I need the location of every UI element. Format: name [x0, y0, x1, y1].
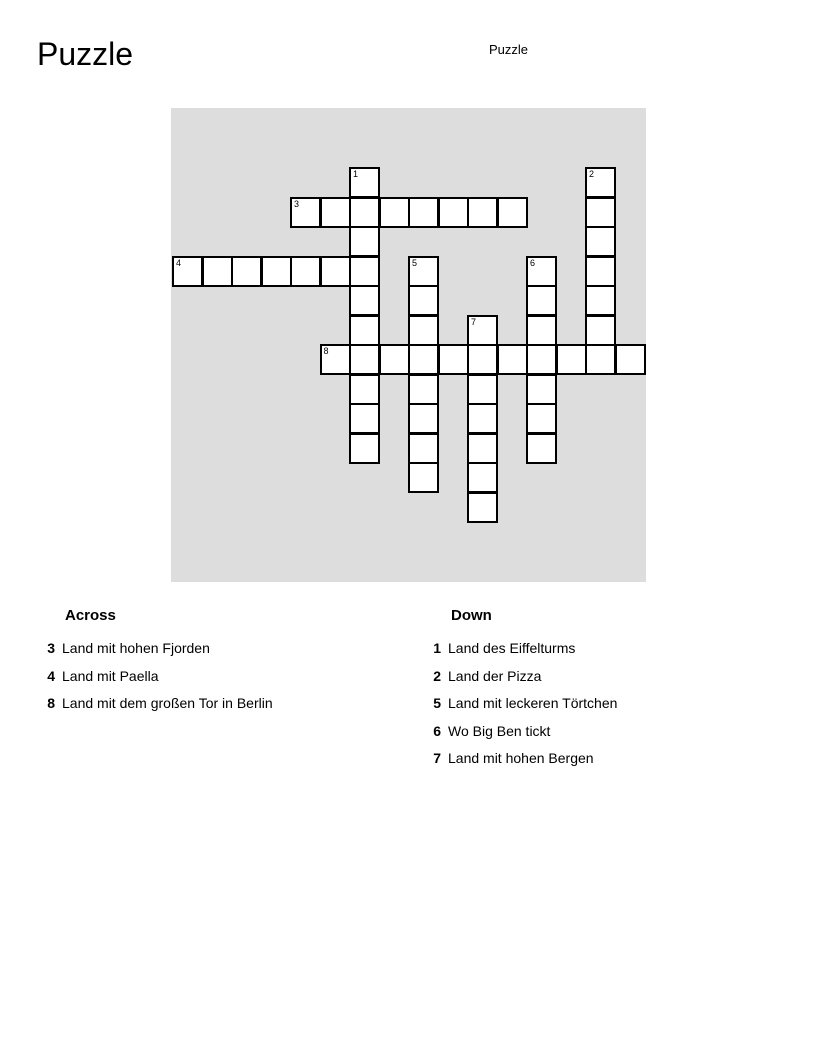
- cell-number: 1: [353, 169, 359, 179]
- grid-cell[interactable]: [438, 197, 469, 228]
- grid-cell[interactable]: [585, 285, 616, 316]
- grid-cell[interactable]: [526, 374, 557, 405]
- grid-cell[interactable]: [349, 403, 380, 434]
- grid-cell[interactable]: [379, 344, 410, 375]
- grid-cell[interactable]: [467, 492, 498, 523]
- clue-item: [37, 694, 397, 713]
- clue-item: [37, 667, 397, 686]
- grid-cell[interactable]: [408, 433, 439, 464]
- grid-cell[interactable]: [349, 433, 380, 464]
- grid-cell[interactable]: [526, 285, 557, 316]
- grid-cell[interactable]: [202, 256, 233, 287]
- grid-cell[interactable]: [290, 197, 321, 228]
- grid-cell[interactable]: [349, 315, 380, 346]
- grid-cell[interactable]: [497, 197, 528, 228]
- grid-cell[interactable]: [349, 226, 380, 257]
- down-list: [423, 639, 783, 768]
- grid-cell[interactable]: [231, 256, 262, 287]
- clue-number: 2: [433, 667, 441, 684]
- cell-number: 5: [412, 257, 418, 268]
- grid-cell[interactable]: [408, 197, 439, 228]
- clue-item: [37, 639, 397, 658]
- clue-text: Land des Eiffelturms: [448, 640, 576, 656]
- clue-number: 1: [433, 640, 441, 656]
- clue-item: [423, 639, 783, 658]
- grid-cell[interactable]: [467, 374, 498, 405]
- grid-cell[interactable]: [261, 256, 292, 287]
- grid-cell[interactable]: [320, 344, 351, 375]
- grid-cell[interactable]: [526, 433, 557, 464]
- page-title: Puzzle: [37, 36, 134, 72]
- across-list: [37, 639, 397, 713]
- cell-number: 8: [323, 346, 329, 356]
- clue-item: [423, 749, 783, 768]
- clue-number: 8: [47, 695, 55, 711]
- clue-text: Land mit hohen Bergen: [448, 750, 594, 766]
- grid-cell[interactable]: [585, 315, 616, 346]
- grid-cell[interactable]: [349, 256, 380, 287]
- grid-cell[interactable]: [526, 256, 557, 287]
- down-clues: [423, 605, 783, 777]
- clue-item: [423, 667, 783, 686]
- grid-cell[interactable]: [585, 226, 616, 257]
- grid-cell[interactable]: [408, 403, 439, 434]
- grid-cell[interactable]: [438, 344, 469, 375]
- grid-cell[interactable]: [615, 344, 646, 375]
- clue-number: 4: [47, 667, 55, 684]
- grid-cell[interactable]: [467, 462, 498, 493]
- grid-cell[interactable]: [526, 344, 557, 375]
- header-label: Puzzle: [489, 42, 529, 57]
- grid-cell[interactable]: [320, 197, 351, 228]
- grid-cell[interactable]: [349, 374, 380, 405]
- clue-text: Wo Big Ben tickt: [448, 722, 551, 739]
- grid-cell[interactable]: [408, 315, 439, 346]
- grid-cell[interactable]: [467, 315, 498, 346]
- grid-cell[interactable]: [497, 344, 528, 375]
- clue-number: 7: [433, 750, 441, 766]
- clue-number: 5: [433, 695, 441, 711]
- clue-number: 6: [433, 722, 441, 739]
- grid-cell[interactable]: [349, 167, 380, 198]
- grid-cell[interactable]: [526, 315, 557, 346]
- grid-cell[interactable]: [467, 197, 498, 228]
- grid-cell[interactable]: [349, 197, 380, 228]
- grid-cell[interactable]: [467, 403, 498, 434]
- grid-cell[interactable]: [526, 403, 557, 434]
- grid-cell[interactable]: [467, 344, 498, 375]
- across-clues: [37, 605, 397, 722]
- clue-text: Land mit dem großen Tor in Berlin: [62, 695, 273, 711]
- clue-item: [423, 694, 783, 713]
- grid-cell[interactable]: [585, 167, 616, 198]
- grid-cell[interactable]: [585, 256, 616, 287]
- grid-cell[interactable]: [408, 285, 439, 316]
- clue-text: Land der Pizza: [448, 667, 542, 684]
- crossword-grid: [171, 108, 646, 582]
- grid-cell[interactable]: [349, 285, 380, 316]
- grid-cell[interactable]: [408, 462, 439, 493]
- cell-number: 7: [471, 316, 477, 327]
- clue-text: Land mit leckeren Törtchen: [448, 695, 618, 711]
- clue-number: 3: [47, 640, 55, 656]
- down-heading: Down: [451, 607, 492, 624]
- grid-cell[interactable]: [408, 256, 439, 287]
- grid-cell[interactable]: [379, 197, 410, 228]
- cell-number: 6: [530, 257, 536, 268]
- cell-number: 2: [589, 169, 595, 179]
- grid-cell[interactable]: [320, 256, 351, 287]
- grid-cell[interactable]: [172, 256, 203, 287]
- grid-cell[interactable]: [556, 344, 587, 375]
- grid-cell[interactable]: [408, 374, 439, 405]
- clue-text: Land mit Paella: [62, 667, 159, 684]
- clue-item: [423, 722, 783, 741]
- grid-cell[interactable]: [467, 433, 498, 464]
- clue-text: Land mit hohen Fjorden: [62, 640, 210, 656]
- grid-cell[interactable]: [290, 256, 321, 287]
- grid-cell[interactable]: [349, 344, 380, 375]
- grid-cell[interactable]: [408, 344, 439, 375]
- grid-cell[interactable]: [585, 197, 616, 228]
- grid-cell[interactable]: [585, 344, 616, 375]
- cell-number: 4: [176, 257, 182, 268]
- across-heading: Across: [65, 607, 116, 624]
- cell-number: 3: [294, 198, 300, 209]
